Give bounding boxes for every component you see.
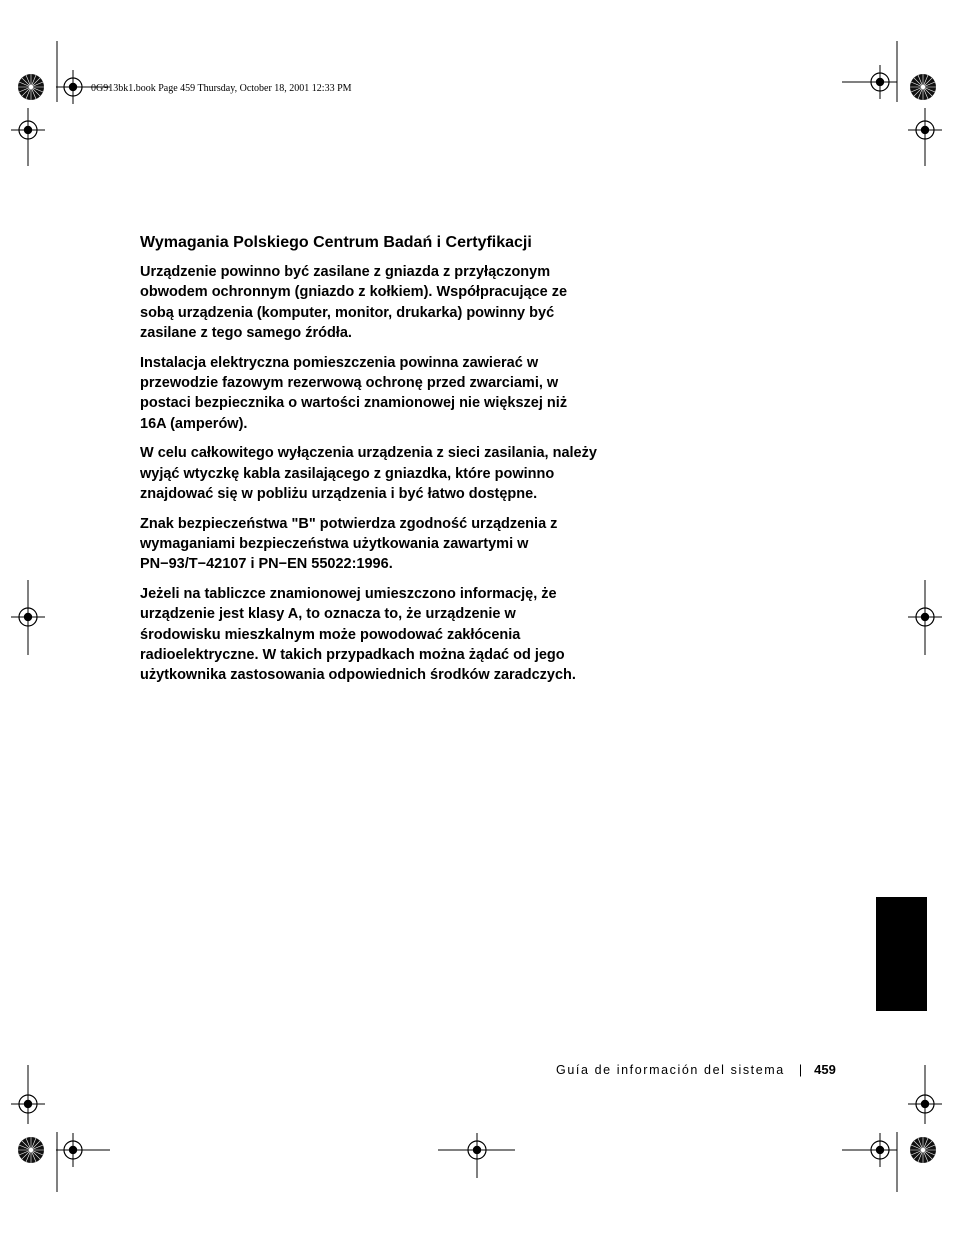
certification-section xyxy=(140,233,640,695)
footer-separator: | xyxy=(798,1063,803,1077)
paragraph-safety-mark: Znak bezpieczeństwa "B" potwierdza zgodność urządzenia z wymaganiami bezpieczeństwa użytkowania zawartymi w PN−93/T−42107 i PN−EN 55022:1996. xyxy=(140,515,558,573)
paragraph-class-a: Jeżeli na tabliczce znamionowej umieszczono informację, że urządzenie jest klasy A, to oznacza to, że urządzenie w środowisku mieszkalnym może powodować zakłócenia radioelektryczne. W takich przypadkach można żądać od jego użytkownika zastosowania odpowiednich środków zaradczych. xyxy=(140,586,576,684)
print-info-header: 0G913bk1.book Page 459 Thursday, October 18, 2001 12:33 PM xyxy=(91,83,352,94)
footer-guide-title: Guía de información del sistema xyxy=(556,1063,785,1077)
section-title: Wymagania Polskiego Centrum Badań i Certyfikacji xyxy=(140,234,532,251)
chapter-thumb-tab xyxy=(876,897,927,1011)
page-footer xyxy=(556,1062,836,1077)
paragraph-electrical-installation: Instalacja elektryczna pomieszczenia powinna zawierać w przewodzie fazowym rezerwową ochronę przed zwarciami, w postaci bezpiecznika o wartości znamionowej nie większej niż 16A (amperów). xyxy=(140,354,568,432)
paragraph-disconnect: W celu całkowitego wyłączenia urządzenia z sieci zasilania, należy wyjąć wtyczkę kabla zasilającego z gniazdka, które powinno znajdować się w pobliżu urządzenia i być łatwo dostępne. xyxy=(140,445,597,502)
page-number: 459 xyxy=(814,1062,836,1077)
paragraph-power-supply: Urządzenie powinno być zasilane z gniazda z przyłączonym obwodem ochronnym (gniazdo z kołkiem). Współpracujące ze sobą urządzenia (komputer, monitor, drukarka) powinny być zasilane z tego samego źródła. xyxy=(140,264,568,341)
